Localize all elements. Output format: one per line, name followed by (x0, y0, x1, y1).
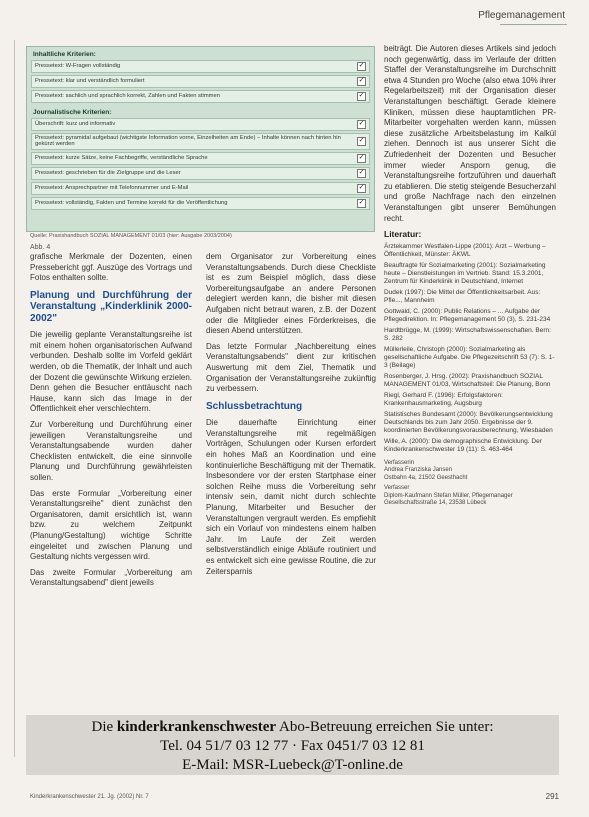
running-head: Pflegemanagement (478, 10, 565, 21)
paragraph: Das zweite Formular „Vorbereitung am Veranstaltungsabend" dient jeweils (30, 567, 192, 588)
text-column-3 (384, 44, 556, 508)
literature-entry: Ärztekammer Westfalen-Lippe (2001): Arzt – Werbung – Öffentlichkeit, Münster: ÄKWL (384, 242, 546, 258)
checklist-item: Pressetext: pyramidal aufgebaut (wichtigste Information vorne, Einzelheiten am Ende) – Inhalte können nach hinten hin gekürzt werden ✓ (31, 133, 370, 150)
checklist-item: Pressetext: vollständig, Fakten und Termine korrekt für die Veröffentlichung ✓ (31, 197, 370, 210)
journal-footer: Kinderkrankenschwester 21. Jg. (2002) Nr. 7 (30, 794, 149, 800)
section-heading: Schlussbetrachtung (206, 400, 303, 412)
literature-heading: Literatur: (384, 229, 422, 240)
checklist-item: Pressetext: W-Fragen vollständig ✓ (31, 60, 370, 73)
paragraph: Die dauerhafte Einrichtung einer Veranstaltungsreihe mit regelmäßigen Vorträgen, Schulungen oder Kursen erfordert ein hohes Maß an Koordination und eine kontinuierliche Beschäftigung mit der Thematik. Insbesondere vor der ersten Startphase einer solchen Reihe muss die Vorbereitung sehr intensiv sein, damit nicht durch schlechte Planung, Mitarbeiter und Besucher der Veranstaltungen vergrault werden. Es empfiehlt sich ein Vorlauf von mindestens einem halben Jahr. Im Laufe der Zeit werden selbstverständlich einige Abläufe routiniert und es entwickelt sich eine gewisse Routine, die zur Zeitersparnis (206, 418, 376, 576)
paragraph: Das letzte Formular „Nachbereitung eines Veranstaltungsabends" dient zur kritischen Auswertung mit dem Ziel, Thematik und Organisation der Veranstaltungsreihe zukünftig zu verbessern. (206, 341, 376, 394)
figure-source: Quelle: Praxishandbuch SOZIAL MANAGEMENT 01/03 (hier: Ausgabe 2003/2004) (30, 233, 232, 239)
literature-entry: Riegl, Gerhard F. (1996): Erfolgsfaktoren: Krankenhausmarketing, Augsburg (384, 391, 503, 407)
text-column-2 (206, 252, 376, 582)
brand-name: kinderkrankenschwester (116, 719, 277, 735)
figure-label: Abb. 4 (30, 244, 51, 251)
author-info: Verfasserin Andrea Franziska Jansen Ostbahn 4a, 21502 Geesthacht Verfasser Diplom-Kaufmann Stefan Müller, Pflegemanager Gesellschaftsstraße 14, 23538 Lübeck (384, 459, 513, 507)
checkbox-icon: ✓ (358, 198, 365, 206)
checkbox-icon: ✓ (358, 120, 365, 127)
paragraph: Zur Vorbereitung und Durchführung einer jeweiligen Veranstaltungsreihe und Veranstaltungsabende wurden daher Checklisten entwickelt, die eine sinnvolle Planung und Durchführung gewährleisten sollen. (30, 420, 192, 482)
literature-entry: Müllerleile, Christoph (2000): Sozialmarketing als gesellschaftliche Aufgabe. Die Pflegezeitschrift 53 (7): S. 1-3 (Beilage) (384, 345, 555, 369)
literature-entry: Dudek (1997): Die Mittel der Öffentlichkeitsarbeit. Aus: Pfle..., Mannheim (384, 288, 541, 304)
checklist-item: Pressetext: sachlich und sprachlich korrekt, Zahlen und Fakten stimmen ✓ (31, 90, 370, 103)
literature-entry: Gottwald, C. (2000): Public Relations – ... Aufgabe der Pflegedirektion. In: Pflegemanagement 50 (3), S. 231-234 (384, 307, 551, 323)
section-heading: Planung und Durchführung der Veranstaltung „Kinderklinik 2000-2002" (30, 289, 192, 324)
checklist-item: Pressetext: Ansprechpartner mit Telefonnummer und E-Mail ✓ (31, 182, 370, 195)
running-head-rule (500, 24, 567, 25)
checklist-item: Überschrift: kurz und informativ ✓ (31, 118, 370, 131)
checkbox-icon: ✓ (358, 77, 365, 84)
paragraph: Die jeweilig geplante Veranstaltungsreihe ist mit einem hohen organisatorischen Aufwand verbunden. Deshalb sollte im Vorfeld geklärt werden, ob die Thematik, der Inhalt und auch der Dozent die gewünschte Wirkung erzielen. Denn gehen die Besucher enttäuscht nach Hause, kann sich das Image in der Öffentlichkeit eher verschlechtern. (30, 330, 192, 414)
checklist-item: Pressetext: kurze Sätze, keine Fachbegriffe, verständliche Sprache ✓ (31, 152, 370, 165)
checkbox-icon: ✓ (358, 62, 365, 69)
margin-rule (14, 40, 15, 757)
literature-entry: Beauftragte für Sozialmarketing (2001): Sozialmarketing heute – Dienstleistungen im Vertrieb. Stand: 15.3.2001, Zentrum für Kinderklinik in Deutschland, Internet (384, 261, 546, 285)
subscription-banner (26, 715, 559, 775)
paragraph: grafische Merkmale der Dozenten, einen Pressebericht ggf. Auszüge des Vortrags und Fotos enthalten sollte. (30, 252, 192, 283)
banner-email: E-Mail: MSR-Luebeck@T-online.de (182, 757, 403, 773)
checkbox-icon: ✓ (358, 183, 365, 191)
checklist-section1-title: Inhaltliche Kriterien: (33, 51, 96, 58)
checklist-item: Pressetext: klar und verständlich formuliert ✓ (31, 75, 370, 88)
checklist-item: Pressetext: geschrieben für die Zielgruppe und die Leser ✓ (31, 167, 370, 180)
checkbox-icon: ✓ (358, 136, 365, 144)
paragraph: beiträgt. Die Autoren dieses Artikels sind jedoch noch gegenwärtig, dass im Verlaufe der dritten Staffel der Veranstaltungsreihe im Durchschnitt etwa 4 Stunden pro Woche (also etwa 10% ihrer Regelarbeitszeit) mit der Organisation dieser Veranstaltungen beschäftigt. Gerade kleinere Kliniken, müssen diese hauptamtlichen PR-Mitarbeiter vorgehalten werden kann, müssen diese zusätzliche Arbeitsbelastung im Kalkül ziehen. Dennoch ist aus unserer Sicht die Zufriedenheit der Dozenten und Besucher immer wieder Ansporn genug, die Veranstaltungsreihe fortzuführen und dauerhaft zu etablieren. Die stetig steigende Besucherzahl und große Nachfrage nach den einzelnen Veranstaltungen gibt unserer Bemühungen recht. (384, 44, 556, 223)
literature-entry: Rosenberger, J. Hrsg. (2002): Praxishandbuch SOZIAL MANAGEMENT 01/03, Wirtschaftsteil: Die Planung, Bonn (384, 372, 551, 388)
paragraph: Das erste Formular „Vorbereitung einer Veranstaltungsreihe" dient zunächst den Organisatoren, damit ersichtlich ist, wann bzw. zu welchem Zeitpunkt (Planung/Gestaltung) wichtige Schritte eingeleitet und zwischen Planung und Gestaltung nichts vergessen wird. (30, 488, 192, 562)
banner-line-1: Die kinderkrankenschwester Abo-Betreuung erreichen Sie unter: (91, 719, 494, 735)
literature-list (384, 243, 556, 454)
checkbox-icon: ✓ (358, 153, 365, 161)
checklist-box (26, 46, 375, 232)
literature-entry: Hardtbrügge, M. (1999): Wirtschaftswissenschaften. Bern: S. 282 (384, 326, 551, 342)
banner-phone-fax: Tel. 04 51/7 03 12 77 · Fax 0451/7 03 12 81 (160, 738, 425, 754)
checkbox-icon: ✓ (358, 92, 365, 99)
paragraph: dem Organisator zur Vorbereitung eines Veranstaltungsabends. Durch diese Checkliste ist es zum Beispiel möglich, dass diese Vorbereitungsaufgabe an andere Personen delegiert werden kann, die bisher mit diesen Aufgaben nicht betraut waren, z.B. der Dozent oder die Mitglieder eines Förderkreises, die diesen Abend unterstützen. (206, 252, 376, 336)
literature-entry: Statistisches Bundesamt (2000): Bevölkerungsentwicklung Deutschlands bis zum Jahr 2050. Ergebnisse der 9. koordinierten Bevölkerungsvorausberechnung, Wiesbaden (384, 410, 553, 434)
checklist-section2-title: Journalistische Kriterien: (33, 109, 112, 116)
page-number: 291 (545, 792, 559, 801)
checkbox-icon: ✓ (358, 168, 365, 176)
text-column-1 (30, 252, 192, 594)
literature-entry: Wille, A. (2000): Die demographische Entwicklung. Der Kinderkrankenschwester 19 (11): S. 463-464 (384, 437, 542, 453)
